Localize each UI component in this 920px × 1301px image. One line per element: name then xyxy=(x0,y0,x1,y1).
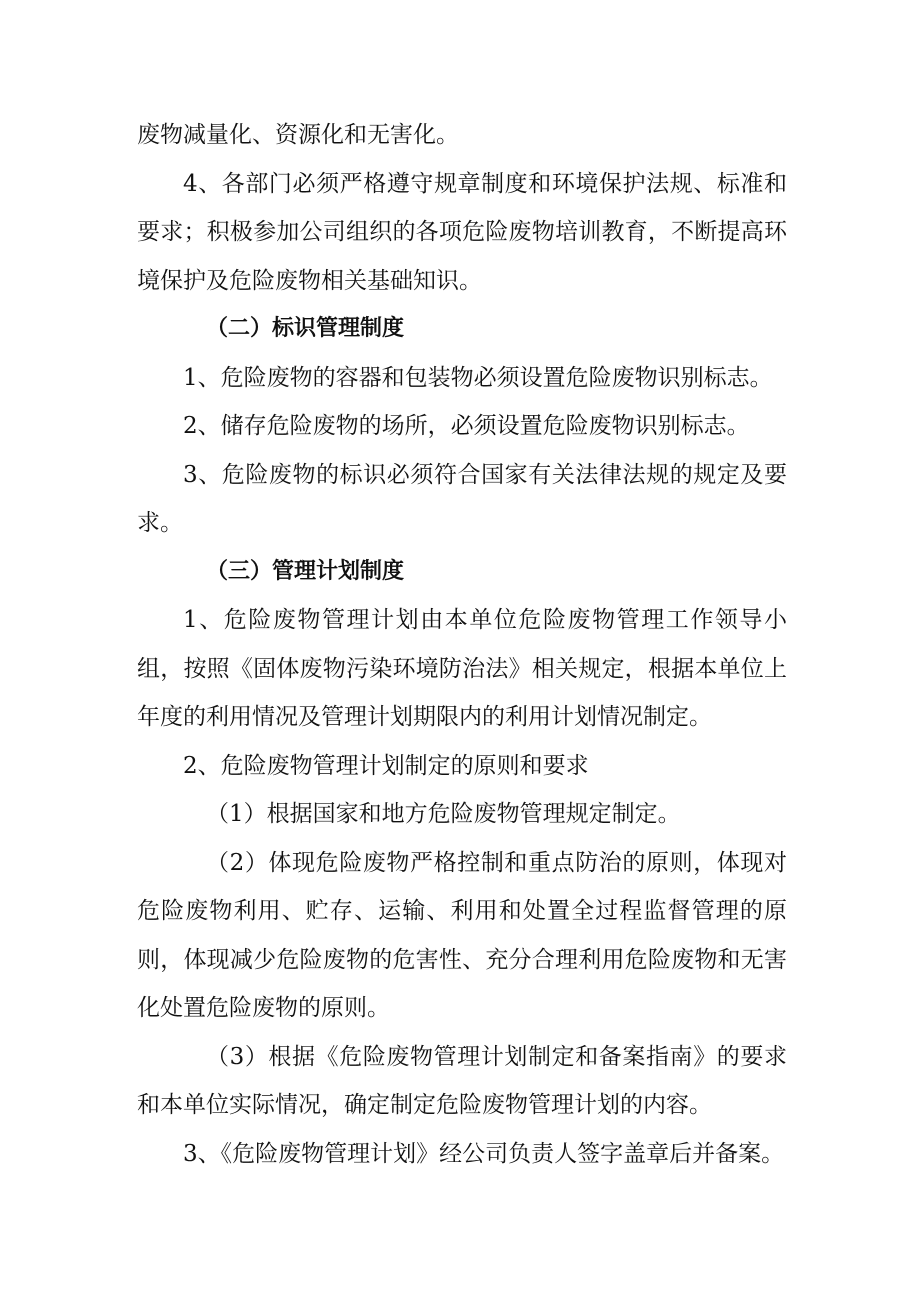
document-body xyxy=(137,111,787,1178)
paragraph-plan-1: 1、危险废物管理计划由本单位危险废物管理工作领导小组，按照《固体废物污染环境防治法》相关规定，根据本单位上年度的利用情况及管理计划期限内的利用计划情况制定。 xyxy=(137,607,787,730)
section-heading-3: （三）管理计划制度 xyxy=(206,558,405,584)
paragraph-plan-3: 3、《危险废物管理计划》经公司负责人签字盖章后并备案。 xyxy=(183,1140,785,1167)
paragraph-continuation: 废物减量化、资源化和无害化。 xyxy=(137,122,459,148)
paragraph-item-2: 2、储存危险废物的场所，必须设置危险废物识别标志。 xyxy=(183,413,750,439)
paragraph-subitem-1: （1）根据国家和地方危险废物管理规定制定。 xyxy=(206,801,681,827)
paragraph-plan-2: 2、危险废物管理计划制定的原则和要求 xyxy=(183,752,589,779)
section-heading-2: （二）标识管理制度 xyxy=(206,316,405,341)
paragraph-item-4: 4、各部门必须严格遵守规章制度和环境保护法规、标准和要求；积极参加公司组织的各项危险废物培训教育，不断提高环境保护及危险废物相关基础知识。 xyxy=(137,170,787,294)
paragraph-subitem-3: （3）根据《危险废物管理计划制定和备案指南》的要求和本单位实际情况，确定制定危险废物管理计划的内容。 xyxy=(137,1043,787,1118)
paragraph-item-3: 3、危险废物的标识必须符合国家有关法律法规的规定及要求。 xyxy=(137,461,787,536)
paragraph-subitem-2: （2）体现危险废物严格控制和重点防治的原则，体现对危险废物利用、贮存、运输、利用和处置全过程监督管理的原则，体现减少危险废物的危害性、充分合理利用危险废物和无害化处置危险废物的原则。 xyxy=(137,849,787,1021)
paragraph-item-1: 1、危险废物的容器和包装物必须设置危险废物识别标志。 xyxy=(183,364,773,391)
